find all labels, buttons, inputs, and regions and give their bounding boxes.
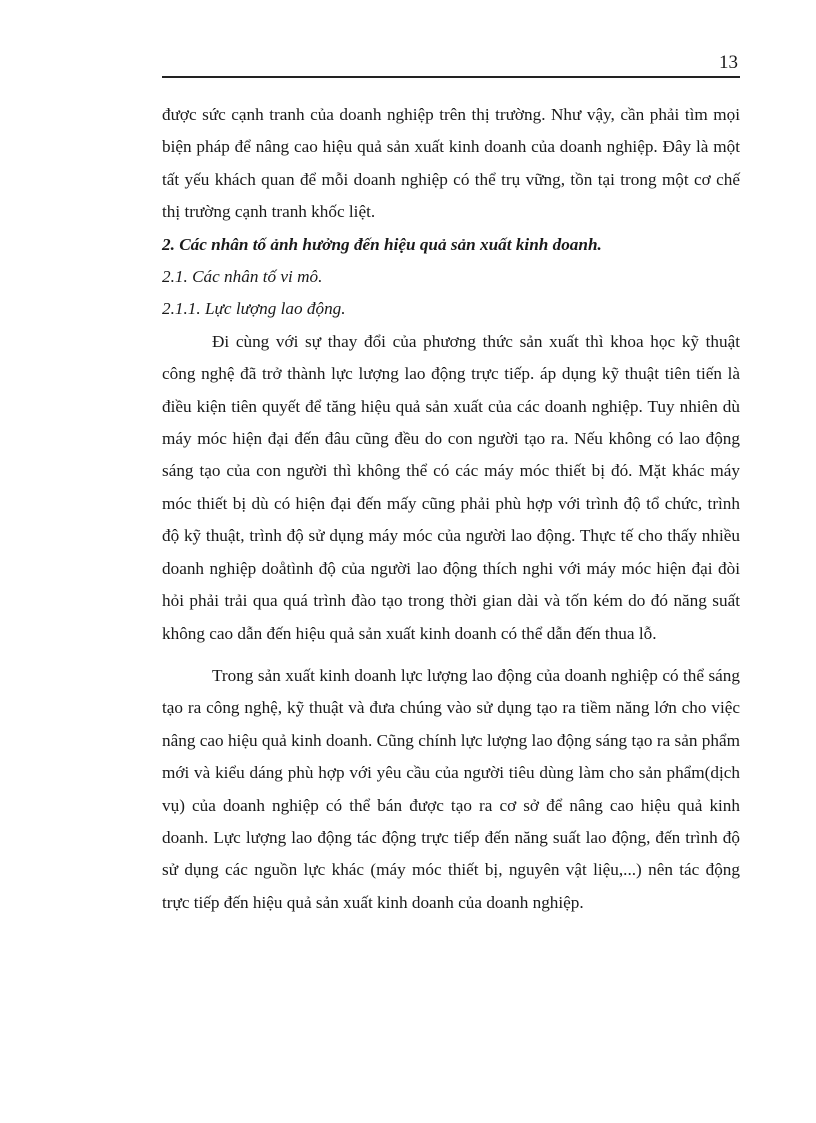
page-number: 13 — [719, 52, 738, 73]
subsection-heading: 2.1. Các nhân tố vi mô. — [162, 267, 323, 287]
header-rule — [162, 76, 740, 78]
body-paragraph-2: Trong sản xuất kinh doanh lực lượng lao động của doanh nghiệp có thể sáng tạo ra công nghệ, kỹ thuật và đưa chúng vào sử dụng tạo ra tiềm năng lớn cho việc nâng cao hiệu quả kinh doanh. Cũng chính lực lượng lao động sáng tạo ra sản phẩm mới và kiểu dáng phù hợp với yêu cầu của người tiêu dùng làm cho sản phẩm(dịch vụ) của doanh nghiệp có thể bán được tạo ra cơ sở để nâng cao hiệu quả kinh doanh. Lực lượng lao động tác động trực tiếp đến năng suất lao động, đến trình độ sử dụng các nguồn lực khác (máy móc thiết bị, nguyên vật liệu,...) nên tác động trực tiếp đến hiệu quả sản xuất kinh doanh của doanh nghiệp. — [162, 665, 740, 912]
subsubsection-heading: 2.1.1. Lực lượng lao động. — [162, 299, 346, 319]
page-body — [162, 99, 740, 919]
body-paragraph-1: Đi cùng với sự thay đổi của phương thức sản xuất thì khoa học kỹ thuật công nghệ đã trở thành lực lượng lao động trực tiếp. áp dụng kỹ thuật tiên tiến là điều kiện tiên quyết để tăng hiệu quả sản xuất của các doanh nghiệp. Tuy nhiên dù máy móc hiện đại đến đâu cũng đều do con người tạo ra. Nếu không có lao động sáng tạo của con người thì không thể có các máy móc thiết bị đó. Mặt khác máy móc thiết bị dù có hiện đại đến mấy cũng phải phù hợp với trình độ tổ chức, trình độ kỹ thuật, trình độ sử dụng máy móc của người lao động. Thực tế cho thấy nhiều doanh nghiệp doåtình độ của người lao động thích nghi với máy móc hiện đại đòi hỏi phải trải qua quá trình đào tạo trong thời gian dài và tốn kém do đó năng suất không cao dẫn đến hiệu quả sản xuất kinh doanh có thể dẫn đến thua lỗ. — [162, 331, 740, 643]
section-heading: 2. Các nhân tố ảnh hưởng đến hiệu quả sản xuất kinh doanh. — [162, 234, 602, 254]
intro-paragraph: được sức cạnh tranh của doanh nghiệp trên thị trường. Như vậy, cần phải tìm mọi biện pháp để nâng cao hiệu quả sản xuất kinh doanh của doanh nghiệp. Đây là một tất yếu khách quan để mỗi doanh nghiệp có thể trụ vững, tồn tại trong một cơ chế thị trường cạnh tranh khốc liệt. — [162, 105, 740, 222]
